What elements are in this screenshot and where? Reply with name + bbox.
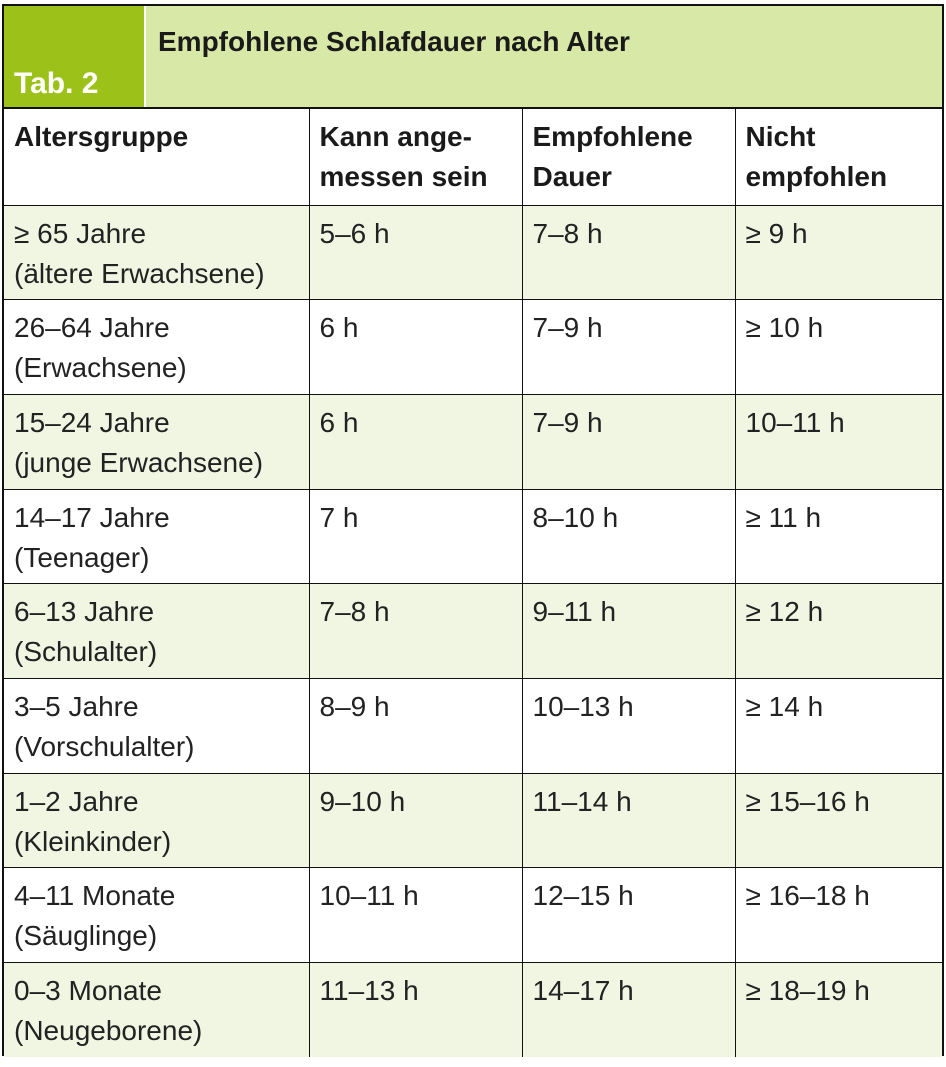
age-group-name: (Neugeborene) [14, 1015, 203, 1046]
header-line: empfohlen [745, 161, 888, 192]
not-recommended-cell: ≥ 12 h [735, 584, 942, 679]
header-line: Altersgruppe [14, 121, 189, 152]
recommended-cell: 12–15 h [522, 868, 735, 963]
sleep-duration-table [4, 109, 942, 1057]
header-line: Dauer [532, 161, 612, 192]
may-be-appropriate-cell: 11–13 h [309, 963, 522, 1058]
table-row [4, 584, 942, 679]
table-row [4, 489, 942, 584]
may-be-appropriate-cell: 6 h [309, 300, 522, 395]
age-range: 15–24 Jahre [14, 406, 170, 438]
may-be-appropriate-cell: 7–8 h [309, 584, 522, 679]
table-row [4, 205, 942, 300]
age-group-name: (ältere Erwachsene) [14, 257, 265, 289]
age-group-name: (Teenager) [14, 541, 150, 573]
not-recommended-cell: ≥ 10 h [735, 300, 942, 395]
age-group-name: (Kleinkinder) [14, 825, 172, 857]
not-recommended-cell: ≥ 14 h [735, 678, 942, 773]
table-row [4, 678, 942, 773]
age-range: ≥ 65 Jahre [14, 217, 147, 249]
age-group-cell [4, 678, 309, 773]
age-group-name: (Vorschulalter) [14, 730, 195, 762]
may-be-appropriate-cell: 9–10 h [309, 773, 522, 868]
may-be-appropriate-cell: 6 h [309, 394, 522, 489]
recommended-cell: 7–8 h [522, 205, 735, 300]
not-recommended-cell: 10–11 h [735, 394, 942, 489]
table-row [4, 868, 942, 963]
column-header-may-be-appropriate [309, 109, 522, 205]
header-line: Empfohlene [532, 121, 693, 152]
age-range: 6–13 Jahre [14, 596, 155, 628]
age-group-cell [4, 394, 309, 489]
table-header-row [4, 109, 942, 205]
age-group-cell [4, 584, 309, 679]
age-range: 26–64 Jahre [14, 312, 170, 344]
table-row [4, 300, 942, 395]
age-group-cell [4, 205, 309, 300]
may-be-appropriate-cell: 10–11 h [309, 868, 522, 963]
table-row [4, 773, 942, 868]
table-row [4, 394, 942, 489]
column-header-recommended [522, 109, 735, 205]
sleep-duration-table-frame [2, 4, 944, 1056]
not-recommended-cell: ≥ 15–16 h [735, 773, 942, 868]
age-group-name: (Schulalter) [14, 636, 158, 668]
age-range: 3–5 Jahre [14, 690, 139, 722]
column-header-age-group [4, 109, 309, 205]
age-group-cell [4, 489, 309, 584]
recommended-cell: 8–10 h [522, 489, 735, 584]
age-group-cell [4, 868, 309, 963]
table-number-label: Tab. 2 [4, 6, 144, 107]
age-group-cell [4, 963, 309, 1058]
recommended-cell: 11–14 h [522, 773, 735, 868]
column-header-not-recommended [735, 109, 942, 205]
age-group-name: (Erwachsene) [14, 352, 187, 384]
age-group-cell [4, 300, 309, 395]
header-line: Nicht [745, 121, 816, 152]
recommended-cell: 7–9 h [522, 300, 735, 395]
age-range: 4–11 Monate [14, 880, 176, 912]
not-recommended-cell: ≥ 18–19 h [735, 963, 942, 1058]
not-recommended-cell: ≥ 11 h [735, 489, 942, 584]
table-title: Empfohlene Schlafdauer nach Alter [144, 6, 942, 107]
may-be-appropriate-cell: 5–6 h [309, 205, 522, 300]
age-range: 1–2 Jahre [14, 785, 139, 817]
header-line: messen sein [319, 161, 488, 192]
header-line: Kann ange- [319, 121, 472, 152]
age-range: 14–17 Jahre [14, 501, 170, 533]
age-range: 0–3 Monate [14, 975, 162, 1006]
age-group-cell [4, 773, 309, 868]
may-be-appropriate-cell: 7 h [309, 489, 522, 584]
recommended-cell: 7–9 h [522, 394, 735, 489]
not-recommended-cell: ≥ 9 h [735, 205, 942, 300]
recommended-cell: 9–11 h [522, 584, 735, 679]
not-recommended-cell: ≥ 16–18 h [735, 868, 942, 963]
age-group-name: (Säuglinge) [14, 920, 158, 952]
age-group-name: (junge Erwachsene) [14, 446, 264, 478]
recommended-cell: 14–17 h [522, 963, 735, 1058]
table-row [4, 963, 942, 1058]
may-be-appropriate-cell: 8–9 h [309, 678, 522, 773]
table-header-bar [4, 6, 942, 109]
recommended-cell: 10–13 h [522, 678, 735, 773]
